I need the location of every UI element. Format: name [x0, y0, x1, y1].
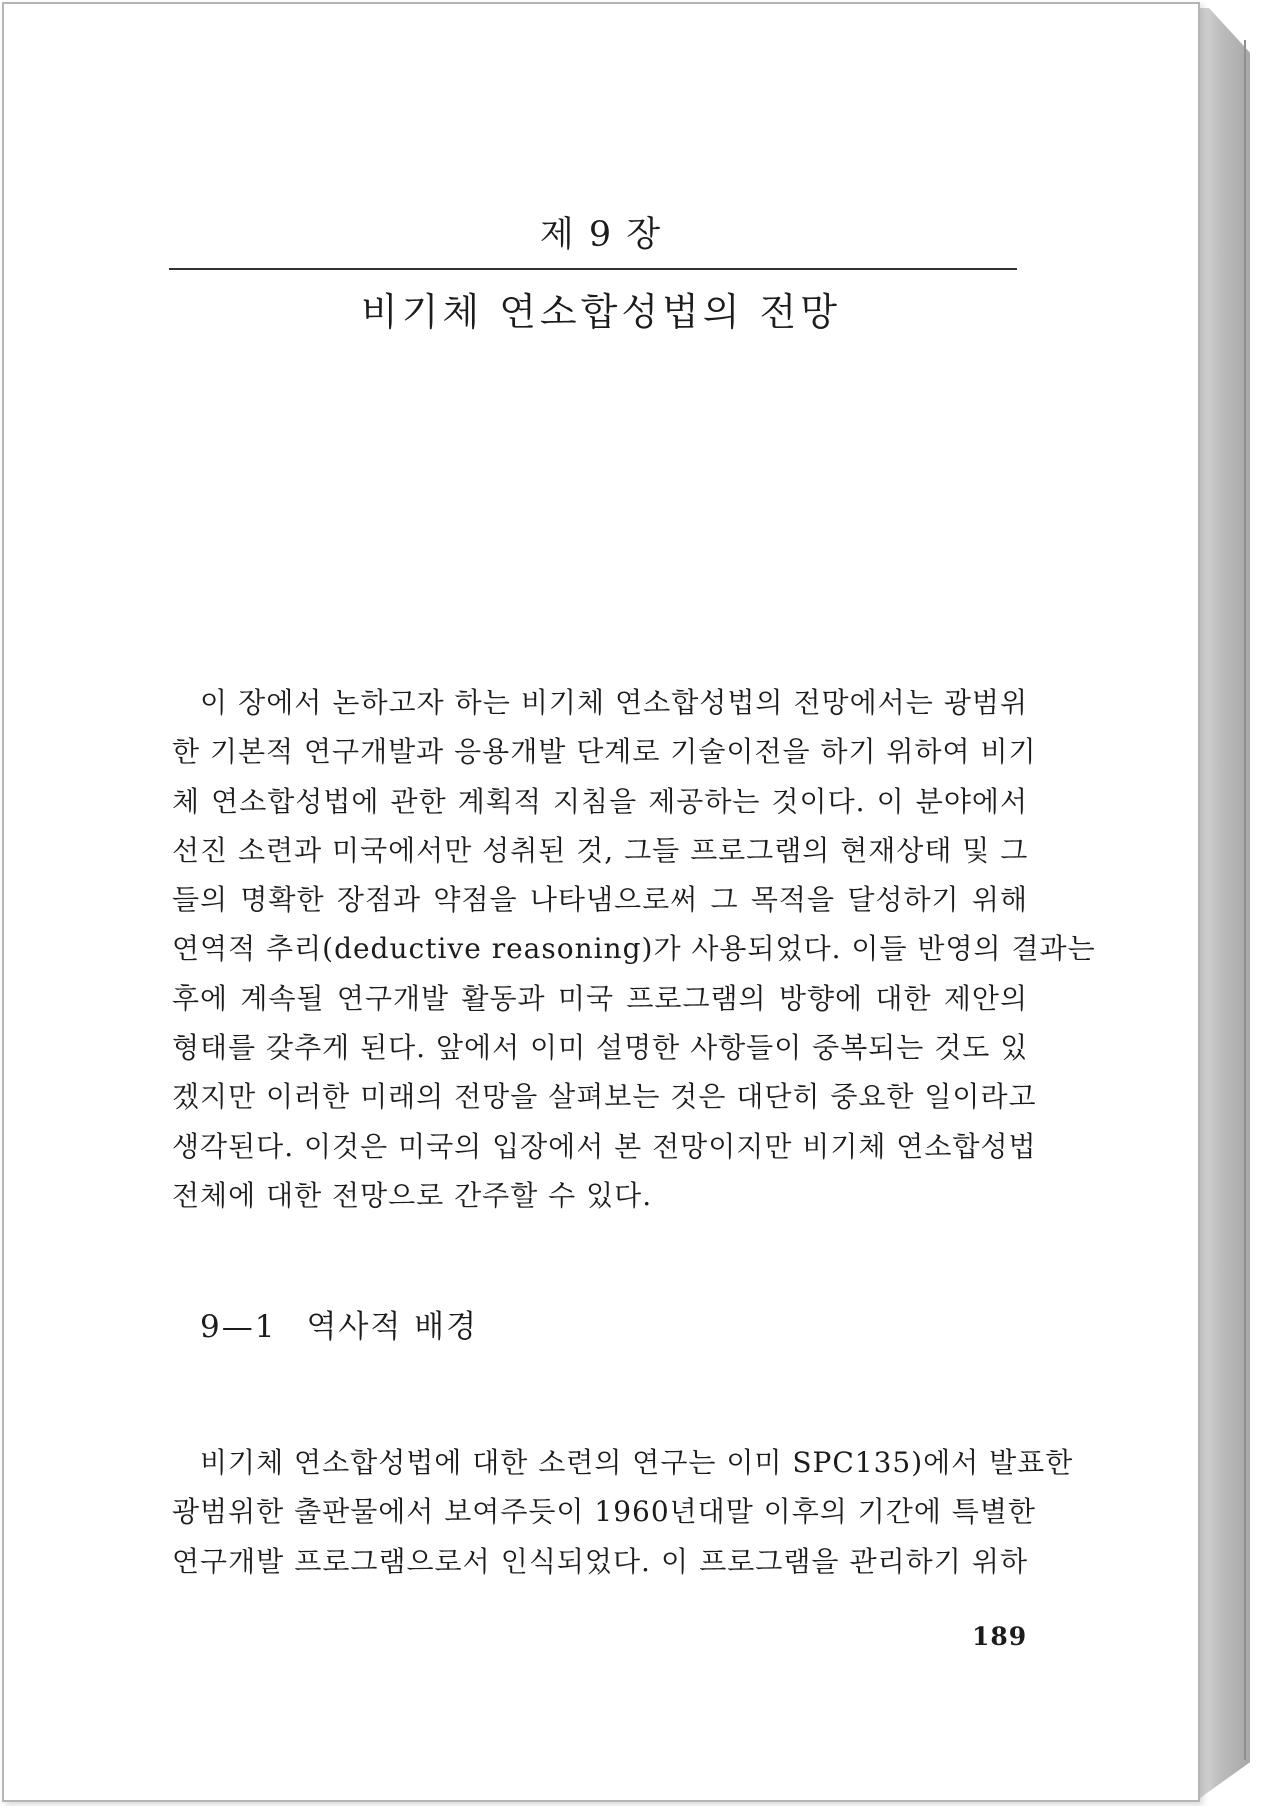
text-line: 생각된다. 이것은 미국의 입장에서 본 전망이지만 비기체 연소합성법: [172, 1129, 1037, 1163]
page-number: 189: [972, 1622, 1028, 1651]
text-line: 연역적 추리(deductive reasoning)가 사용되었다. 이들 반영의 결과는: [172, 932, 1096, 966]
text-line: 광범위한 출판물에서 보여주듯이 1960년대말 이후의 기간에 특별한: [172, 1495, 1036, 1529]
text-line: 형태를 갖추게 된다. 앞에서 이미 설명한 사항들이 중복되는 것도 있: [172, 1031, 1029, 1065]
text-line: 들의 명확한 장점과 약점을 나타냄으로써 그 목적을 달성하기 위해: [172, 883, 1028, 917]
section-paragraph: [172, 1438, 1074, 1586]
book-page: [2, 2, 1200, 1802]
section-number: 9—1: [200, 1309, 277, 1345]
chapter-divider: [169, 268, 1017, 270]
intro-paragraph: [172, 678, 1096, 1220]
text-line: 체 연소합성법에 관한 계획적 지침을 제공하는 것이다. 이 분야에서: [172, 784, 1028, 818]
page-stack-edge-line: [1244, 40, 1246, 1760]
page-stack-edge: [1200, 8, 1250, 1798]
chapter-label: 제 9 장: [539, 215, 663, 255]
text-line: 연구개발 프로그램으로서 인식되었다. 이 프로그램을 관리하기 위하: [172, 1544, 1028, 1578]
text-line: 이 장에서 논하고자 하는 비기체 연소합성법의 전망에서는 광범위: [200, 686, 1028, 719]
text-line: 겠지만 이러한 미래의 전망을 살펴보는 것은 대단히 중요한 일이라고: [172, 1080, 1037, 1114]
text-line: 후에 계속될 연구개발 활동과 미국 프로그램의 방향에 대한 제안의: [172, 981, 1028, 1015]
text-line: 선진 소련과 미국에서만 성취된 것, 그들 프로그램의 현재상태 및 그: [172, 833, 1029, 867]
text-line: 전체에 대한 전망으로 간주할 수 있다.: [172, 1178, 653, 1212]
text-line: 비기체 연소합성법에 대한 소련의 연구는 이미 SPC135)에서 발표한: [200, 1446, 1074, 1479]
section-heading: [200, 1301, 478, 1346]
text-line: 한 기본적 연구개발과 응용개발 단계로 기술이전을 하기 위하여 비기: [172, 735, 1037, 769]
chapter-title: 비기체 연소합성법의 전망: [361, 290, 841, 334]
section-title: 역사적 배경: [306, 1309, 479, 1345]
